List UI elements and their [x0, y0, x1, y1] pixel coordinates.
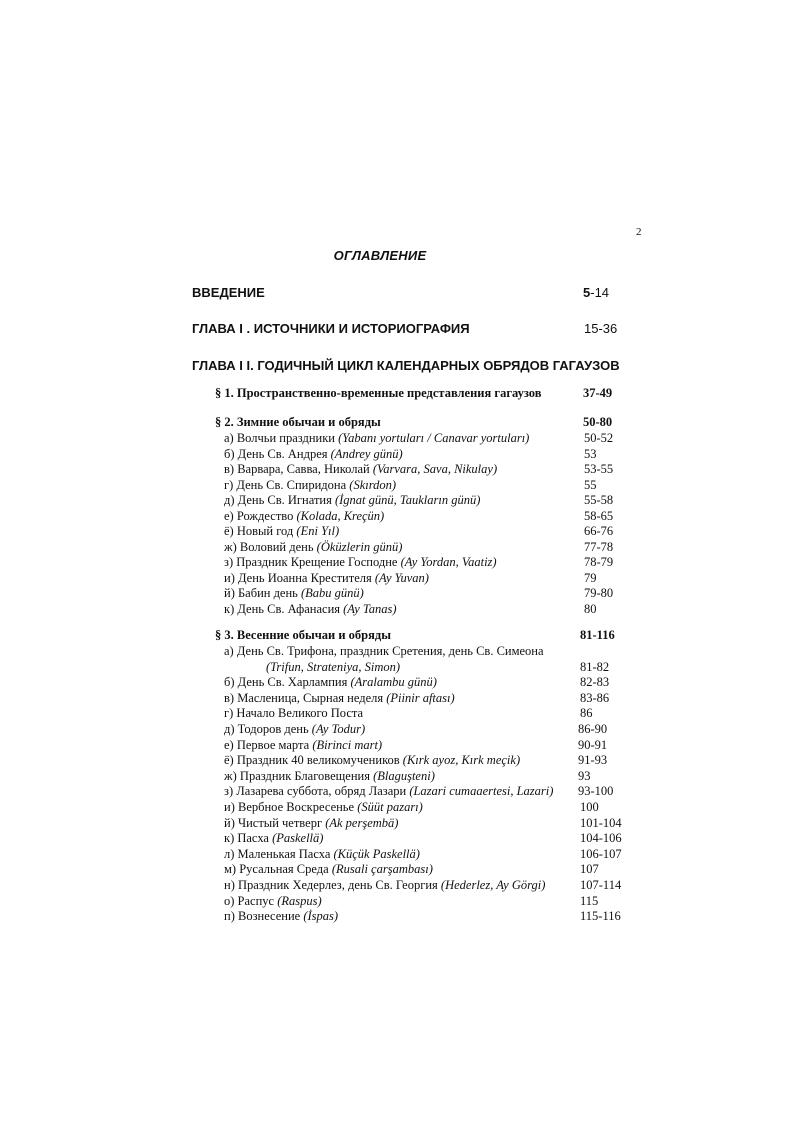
toc-item-text: д) День Св. Игнатия: [224, 493, 335, 507]
toc-item-native-name: (Lazari cumaaertesi, Lazari): [409, 784, 554, 799]
toc-item-text: з) Праздник Крещение Господне: [224, 555, 401, 569]
toc-item-native-name: (Ay Tanas): [343, 601, 397, 616]
toc-intro-pages-bold: 5: [583, 285, 591, 300]
toc-item-pages: 100: [580, 800, 599, 814]
toc-section2-title[interactable]: § 2. Зимние обычаи и обряды: [215, 415, 381, 429]
toc-item-text: б) День Св. Андрея: [224, 446, 331, 461]
toc-item-pages: 90-91: [578, 737, 608, 752]
toc-item-native-name: (Kolada, Kreçün): [296, 508, 385, 523]
toc-chapter1-pages: 15-36: [584, 321, 618, 336]
toc-item-pages: 66-76: [584, 524, 614, 538]
toc-item[interactable]: [224, 847, 420, 862]
toc-item-text: д) Тодоров день: [224, 722, 312, 736]
toc-item-text: а) День Св. Трифона, праздник Сретения, день Св. Симеона: [224, 644, 544, 658]
toc-item-pages: 82-83: [580, 675, 610, 690]
toc-item-text: в) Варвара, Савва, Николай: [224, 462, 373, 476]
toc-item-text: к) День Св. Афанасия: [224, 601, 344, 616]
toc-item-text: и) День Иоанна Крестителя: [224, 570, 375, 585]
toc-item-pages: 77-78: [584, 539, 614, 554]
toc-item-pages: 107: [580, 862, 599, 877]
toc-item-native-name: (Trifun, Strateniya, Simon): [266, 659, 401, 674]
toc-item[interactable]: [224, 602, 397, 617]
toc-item-native-name: (Varvara, Sava, Nikulay): [372, 462, 498, 476]
toc-item-pages: 80: [584, 601, 597, 616]
page-number: 2: [636, 226, 642, 238]
toc-item-native-name: (Ay Yuvan): [374, 570, 429, 585]
toc-item-pages: 106-107: [580, 846, 622, 861]
toc-item-pages: 78-79: [584, 555, 614, 569]
toc-item[interactable]: [224, 524, 339, 539]
toc-item-text: н) Праздник Хедерлез, день Св. Георгия: [224, 878, 441, 892]
toc-item-native-name: (Piinir aftası): [386, 690, 455, 705]
toc-item-text: м) Русальная Среда: [224, 862, 332, 877]
toc-item-pages: 81-82: [580, 659, 610, 674]
toc-item[interactable]: [224, 478, 396, 493]
toc-item-pages: 104-106: [580, 831, 622, 846]
toc-intro-pages-rest: -14: [590, 285, 610, 300]
toc-section3-title[interactable]: § 3. Весенние обычаи и обряды: [215, 628, 391, 642]
toc-item[interactable]: [224, 769, 435, 784]
toc-item[interactable]: [224, 831, 323, 846]
toc-item[interactable]: [224, 894, 322, 909]
toc-item[interactable]: [224, 675, 437, 690]
toc-item[interactable]: [224, 555, 497, 570]
toc-intro-label[interactable]: ВВЕДЕНИЕ: [192, 285, 265, 300]
toc-item-native-name: (Ak perşembä): [325, 815, 399, 830]
toc-item-pages: 79: [584, 570, 597, 585]
toc-item-native-name: (Aralambu günü): [350, 675, 437, 690]
toc-item[interactable]: [224, 691, 455, 706]
toc-item[interactable]: [224, 706, 363, 721]
toc-item-native-name: (Skırdon): [349, 477, 397, 492]
toc-item-text: ё) Новый год: [224, 524, 297, 538]
toc-section3-pages: 81-116: [580, 628, 615, 642]
toc-item-pages: 93: [578, 768, 591, 783]
toc-item-text: к) Пасха: [224, 831, 273, 846]
toc-item-native-name: (Babu günü): [301, 586, 364, 600]
toc-item-native-name: (İspas): [303, 909, 339, 924]
toc-item-text: а) Волчьи праздники: [224, 431, 339, 445]
toc-item-text: и) Вербное Воскресенье: [224, 800, 358, 814]
toc-item-native-name: (Süüt pazarı): [357, 800, 423, 814]
toc-item-pages: 115: [580, 893, 599, 908]
toc-item-text: ж) Праздник Благовещения: [224, 768, 374, 783]
toc-item-native-name: (Hederlez, Ay Görgi): [440, 878, 546, 892]
toc-item-text: е) Рождество: [224, 508, 297, 523]
toc-item-native-name: (Ay Yordan, Vaatiz): [400, 555, 497, 569]
toc-item-text: о) Распус: [224, 893, 278, 908]
toc-item[interactable]: [224, 909, 338, 924]
toc-item-native-name: (Kırk ayoz, Kırk meçik): [402, 753, 521, 768]
toc-chapter2-label[interactable]: ГЛАВА I I. ГОДИЧНЫЙ ЦИКЛ КАЛЕНДАРНЫХ ОБРЯДОВ ГАГАУЗОВ: [192, 358, 620, 373]
toc-item[interactable]: [224, 540, 402, 555]
toc-item[interactable]: [224, 878, 545, 893]
toc-item-text: г) День Св. Спиридона: [224, 477, 350, 492]
toc-item-pages: 86: [580, 706, 593, 721]
toc-item[interactable]: [266, 660, 400, 675]
toc-item[interactable]: [224, 644, 544, 659]
toc-item-pages: 101-104: [580, 815, 622, 830]
toc-item-pages: 91-93: [578, 753, 608, 768]
toc-item-pages: 115-116: [580, 909, 621, 924]
toc-item-native-name: (Birinci mart): [312, 737, 383, 752]
toc-item-pages: 55-58: [584, 493, 614, 507]
toc-item[interactable]: [224, 431, 529, 446]
toc-item-native-name: (Yabanı yortuları / Canavar yortuları): [338, 431, 530, 445]
toc-item-text: г) Начало Великого Поста: [224, 706, 364, 721]
page-title: ОГЛАВЛЕНИЕ: [333, 248, 427, 263]
toc-section2-pages: 50-80: [583, 415, 613, 429]
toc-item-native-name: (Blaguşteni): [373, 768, 435, 783]
toc-item-text: ж) Воловий день: [224, 539, 317, 554]
toc-item-text: е) Первое марта: [224, 737, 313, 752]
toc-item-native-name: (Rusali çarşambası): [331, 862, 433, 877]
toc-chapter1-label[interactable]: ГЛАВА I . ИСТОЧНИКИ И ИСТОРИОГРАФИЯ: [192, 321, 470, 336]
toc-item[interactable]: [224, 509, 384, 524]
toc-item-pages: 83-86: [580, 690, 610, 705]
toc-item-native-name: (İgnat günü, Taukların günü): [334, 493, 481, 507]
toc-item-pages: 93-100: [578, 784, 614, 799]
toc-section1-pages: 37-49: [583, 386, 613, 400]
toc-item[interactable]: [224, 738, 382, 753]
toc-item-text: л) Маленькая Пасха: [224, 846, 334, 861]
toc-item-native-name: (Ay Todur): [311, 722, 366, 736]
toc-item-native-name: (Raspus): [277, 893, 322, 908]
toc-item[interactable]: [224, 784, 553, 799]
toc-item-native-name: (Eni Yıl): [296, 524, 340, 538]
toc-intro-pages: [583, 285, 609, 300]
toc-item-pages: 86-90: [578, 722, 608, 736]
toc-section1-title[interactable]: § 1. Пространственно-временные представления гагаузов: [215, 386, 542, 400]
toc-item-pages: 50-52: [584, 431, 614, 445]
toc-item[interactable]: [224, 571, 429, 586]
toc-item-native-name: (Öküzlerin günü): [316, 539, 403, 554]
toc-item[interactable]: [224, 462, 497, 477]
toc-item-text: б) День Св. Харлампия: [224, 675, 351, 690]
toc-item-pages: 107-114: [580, 878, 622, 892]
toc-item-pages: 53: [584, 446, 597, 461]
toc-item[interactable]: [224, 800, 423, 815]
toc-item-pages: 58-65: [584, 508, 614, 523]
toc-item-pages: 53-55: [584, 462, 614, 476]
toc-item-native-name: (Küçük Paskellä): [333, 846, 420, 861]
toc-item[interactable]: [224, 862, 433, 877]
toc-item[interactable]: [224, 586, 364, 601]
toc-item-text: в) Масленица, Сырная неделя: [224, 690, 387, 705]
toc-item[interactable]: [224, 753, 520, 768]
toc-item-native-name: (Andrey günü): [330, 446, 403, 461]
toc-item-text: п) Вознесение: [224, 909, 304, 924]
toc-item-text: з) Лазарева суббота, обряд Лазари: [224, 784, 410, 799]
toc-item[interactable]: [224, 493, 480, 508]
toc-item-native-name: (Paskellä): [272, 831, 324, 846]
toc-item-pages: 55: [584, 477, 597, 492]
toc-item-text: й) Чистый четверг: [224, 815, 326, 830]
toc-item-pages: 79-80: [584, 586, 614, 600]
toc-item-text: й) Бабин день: [224, 586, 301, 600]
toc-item-text: ё) Праздник 40 великомучеников: [224, 753, 403, 768]
toc-item[interactable]: [224, 816, 398, 831]
toc-item[interactable]: [224, 447, 403, 462]
toc-item[interactable]: [224, 722, 365, 737]
